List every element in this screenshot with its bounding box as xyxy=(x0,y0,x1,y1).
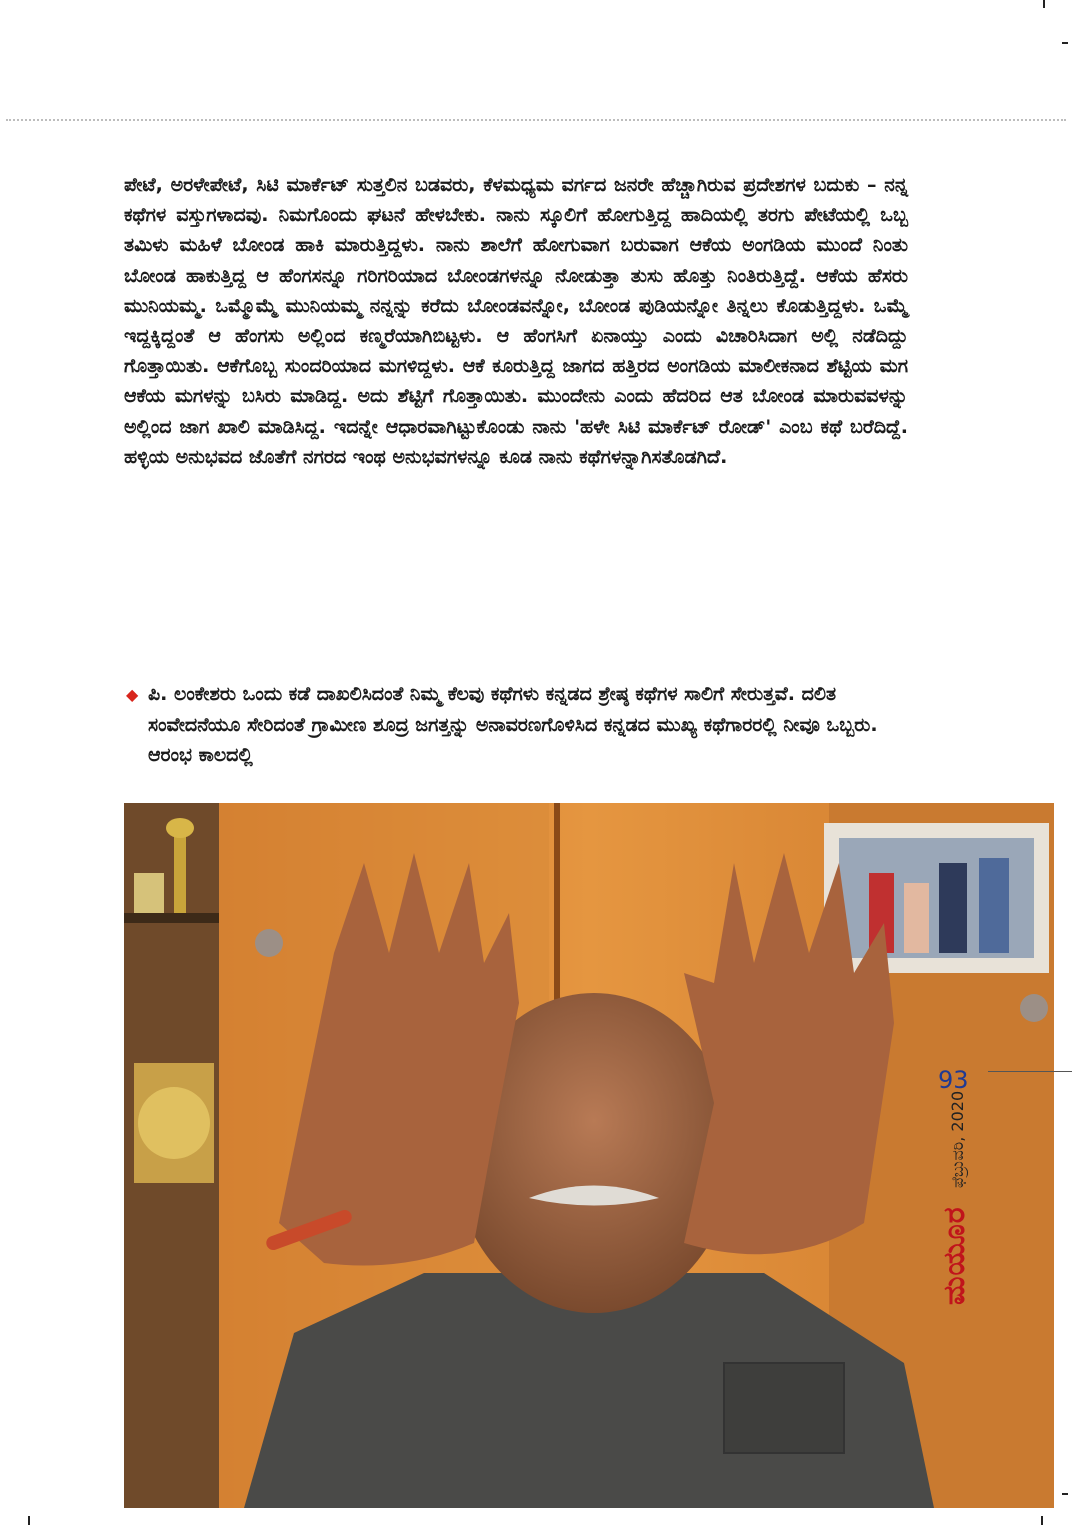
photo-illustration xyxy=(124,803,1054,1508)
crop-mark-top-right xyxy=(1043,0,1045,8)
crop-mark-bottom-right xyxy=(1062,1493,1068,1495)
page-number: 93 xyxy=(938,1066,969,1094)
author-photo xyxy=(124,803,1054,1508)
interview-question xyxy=(128,679,918,771)
crop-mark-bottom-left xyxy=(28,1516,30,1525)
page-number-rule xyxy=(988,1071,1072,1072)
header-dotted-rule xyxy=(6,119,1066,121)
crop-mark-bottom-right-v xyxy=(1041,1516,1043,1525)
crop-mark-right xyxy=(1062,42,1068,44)
issue-date: ಫೆಬ್ರುವರಿ, 2020 xyxy=(948,1090,967,1188)
magazine-name: ಮಯೂರ xyxy=(937,1206,972,1305)
diamond-bullet-icon: ◆ xyxy=(126,685,139,704)
article-paragraph: ಪೇಟೆ, ಅರಳೇಪೇಟೆ, ಸಿಟಿ ಮಾರ್ಕೆಟ್ ಸುತ್ತಲಿನ ಬಡವರು, ಕೆಳಮಧ್ಯಮ ವರ್ಗದ ಜನರೇ ಹೆಚ್ಚಾಗಿರುವ ಪ್ರದೇಶಗಳ ಬದುಕು – ನನ್ನ ಕಥೆಗಳ ವಸ್ತುಗಳಾದವು. ನಿಮಗೊಂದು ಘಟನೆ ಹೇಳಬೇಕು. ನಾನು ಸ್ಕೂಲಿಗೆ ಹೋಗುತ್ತಿದ್ದ ಹಾದಿಯಲ್ಲಿ ತರಗು ಪೇಟೆಯಲ್ಲಿ ಒಬ್ಬ ತಮಿಳು ಮಹಿಳೆ ಬೋಂಡ ಹಾಕಿ ಮಾರುತ್ತಿದ್ದಳು. ನಾನು ಶಾಲೆಗೆ ಹೋಗುವಾಗ ಬರುವಾಗ ಆಕೆಯ ಅಂಗಡಿಯ ಮುಂದೆ ನಿಂತು ಬೋಂಡ ಹಾಕುತ್ತಿದ್ದ ಆ ಹೆಂಗಸನ್ನೂ ಗರಿಗರಿಯಾದ ಬೋಂಡಗಳನ್ನೂ ನೋಡುತ್ತಾ ತುಸು ಹೊತ್ತು ನಿಂತಿರುತ್ತಿದ್ದೆ. ಆಕೆಯ ಹೆಸರು ಮುನಿಯಮ್ಮ. ಒಮ್ಮೊಮ್ಮೆ ಮುನಿಯಮ್ಮ ನನ್ನನ್ನು ಕರೆದು ಬೋಂಡವನ್ನೋ, ಬೋಂಡ ಪುಡಿಯನ್ನೋ ತಿನ್ನಲು ಕೊಡುತ್ತಿದ್ದಳು. ಒಮ್ಮೆ ಇದ್ದಕ್ಕಿದ್ದಂತೆ ಆ ಹೆಂಗಸು ಅಲ್ಲಿಂದ ಕಣ್ಮರೆಯಾಗಿಬಿಟ್ಟಳು. ಆ ಹೆಂಗಸಿಗೆ ಏನಾಯ್ತು ಎಂದು ವಿಚಾರಿಸಿದಾಗ ಅಲ್ಲಿ ನಡೆದಿದ್ದು ಗೊತ್ತಾಯಿತು. ಆಕೆಗೊಬ್ಬ ಸುಂದರಿಯಾದ ಮಗಳಿದ್ದಳು. ಆಕೆ ಕೂರುತ್ತಿದ್ದ ಜಾಗದ ಹತ್ತಿರದ ಅಂಗಡಿಯ ಮಾಲೀಕನಾದ ಶೆಟ್ಟಿಯ ಮಗ ಆಕೆಯ ಮಗಳನ್ನು ಬಸಿರು ಮಾಡಿದ್ದ. ಅದು ಶೆಟ್ಟಿಗೆ ಗೊತ್ತಾಯಿತು. ಮುಂದೇನು ಎಂದು ಹೆದರಿದ ಆತ ಬೋಂಡ ಮಾರುವವಳನ್ನು ಅಲ್ಲಿಂದ ಜಾಗ ಖಾಲಿ ಮಾಡಿಸಿದ್ದ. ಇದನ್ನೇ ಆಧಾರವಾಗಿಟ್ಟುಕೊಂಡು ನಾನು 'ಹಳೇ ಸಿಟಿ ಮಾರ್ಕೆಟ್ ರೋಡ್' ಎಂಬ ಕಥೆ ಬರೆದಿದ್ದೆ. ಹಳ್ಳಿಯ ಅನುಭವದ ಜೊತೆಗೆ ನಗರದ ಇಂಥ ಅನುಭವಗಳನ್ನೂ ಕೂಡ ನಾನು ಕಥೆಗಳನ್ನಾಗಿಸತೊಡಗಿದೆ. xyxy=(124,174,908,468)
question-text: ಪಿ. ಲಂಕೇಶರು ಒಂದು ಕಡೆ ದಾಖಲಿಸಿದಂತೆ ನಿಮ್ಮ ಕೆಲವು ಕಥೆಗಳು ಕನ್ನಡದ ಶ್ರೇಷ್ಠ ಕಥೆಗಳ ಸಾಲಿಗೆ ಸೇರುತ್ತವೆ. ದಲಿತ ಸಂವೇದನೆಯೂ ಸೇರಿದಂತೆ ಗ್ರಾಮೀಣ ಶೂದ್ರ ಜಗತ್ತನ್ನು ಅನಾವರಣಗೊಳಿಸಿದ ಕನ್ನಡದ ಮುಖ್ಯ ಕಥೆಗಾರರಲ್ಲಿ ನೀವೂ ಒಬ್ಬರು. ಆರಂಭ ಕಾಲದಲ್ಲಿ xyxy=(148,683,878,766)
